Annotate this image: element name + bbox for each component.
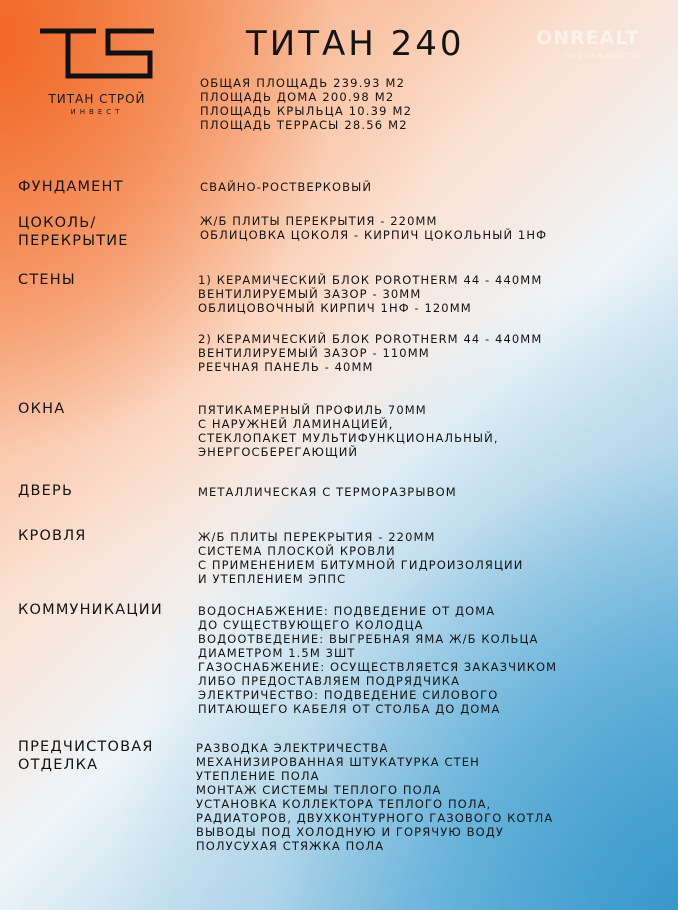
foundation-label: ФУНДАМЕНТ — [18, 179, 124, 195]
spec-line: МЕХАНИЗИРОВАННАЯ ШТУКАТУРКА СТЕН — [196, 755, 480, 769]
spec-line: ВЕНТИЛИРУЕМЫЙ ЗАЗОР - 110ММ — [198, 346, 430, 360]
logo-company-name: ТИТАН СТРОЙ — [48, 92, 146, 106]
spec-line: ЛИБО ПРЕДОСТАВЛЯЕМ ПОДРЯДЧИКА — [198, 674, 461, 688]
spec-line: ЭЛЕКТРИЧЕСТВО: ПОДВЕДЕНИЕ СИЛОВОГО — [198, 688, 499, 702]
foundation-value — [200, 180, 372, 194]
utilities-value — [198, 604, 557, 716]
area-house: ПЛОЩАДЬ ДОМА 200.98 М2 — [200, 90, 395, 104]
spec-line: ПИТАЮЩЕГО КАБЕЛЯ ОТ СТОЛБА ДО ДОМА — [198, 702, 501, 716]
spec-line: С ПРИМЕНЕНИЕМ БИТУМНОЙ ГИДРОИЗОЛЯЦИИ — [198, 558, 524, 572]
spec-line: 1) КЕРАМИЧЕСКИЙ БЛОК POROTHERM 44 - 440ММ — [198, 273, 543, 287]
ts-monogram-icon — [38, 26, 156, 84]
roof-value — [198, 530, 523, 586]
spec-line: ОБЛИЦОВОЧНЫЙ КИРПИЧ 1НФ - 120ММ — [198, 301, 472, 315]
prefinish-label — [18, 738, 154, 774]
basement-label — [18, 214, 129, 250]
spec-line: СИСТЕМА ПЛОСКОЙ КРОВЛИ — [198, 544, 396, 558]
spec-line: 2) КЕРАМИЧЕСКИЙ БЛОК POROTHERM 44 - 440ММ — [198, 332, 543, 346]
spec-line: ПОЛУСУХАЯ СТЯЖКА ПОЛА — [196, 839, 385, 853]
spec-line: УТЕПЛЕНИЕ ПОЛА — [196, 769, 320, 783]
prefinish-value — [196, 741, 553, 853]
spec-line: ДО СУЩЕСТВУЮЩЕГО КОЛОДЦА — [198, 618, 424, 632]
watermark-logo — [536, 27, 639, 49]
logo-company-subtitle: ИНВЕСТ — [70, 108, 124, 116]
spec-line: СТЕКЛОПАКЕТ МУЛЬТИФУНКЦИОНАЛЬНЫЙ, — [198, 431, 499, 445]
walls-option-2 — [198, 332, 542, 374]
spec-line: Ж/Б ПЛИТЫ ПЕРЕКРЫТИЯ - 220ММ — [198, 530, 436, 544]
spec-line: ЭНЕРГОСБЕРЕГАЮЩИЙ — [198, 445, 359, 459]
spec-line: ОБЛИЦОВКА ЦОКОЛЯ - КИРПИЧ ЦОКОЛЬНЫЙ 1НФ — [200, 228, 548, 242]
utilities-label: КОММУНИКАЦИИ — [18, 602, 163, 618]
prefinish-label-line: ПРЕДЧИСТОВАЯ — [18, 739, 154, 755]
door-label: ДВЕРЬ — [18, 483, 74, 499]
spec-line: ВОДООТВЕДЕНИЕ: ВЫГРЕБНАЯ ЯМА Ж/Б КОЛЬЦА — [198, 632, 539, 646]
walls-option-1 — [198, 273, 542, 315]
roof-label: КРОВЛЯ — [18, 528, 87, 544]
spec-line: ВЫВОДЫ ПОД ХОЛОДНУЮ И ГОРЯЧУЮ ВОДУ — [196, 825, 504, 839]
spec-line: И УТЕПЛЕНИЕМ ЭППС — [198, 572, 347, 586]
page-title: ТИТАН 240 — [246, 24, 465, 64]
basement-label-line: ЦОКОЛЬ/ — [18, 215, 97, 231]
spec-line: МОНТАЖ СИСТЕМЫ ТЕПЛОГО ПОЛА — [196, 783, 442, 797]
prefinish-label-line: ОТДЕЛКА — [18, 757, 99, 773]
windows-value — [198, 403, 499, 459]
area-summary — [200, 76, 412, 132]
spec-line: ГАЗОСНАБЖЕНИЕ: ОСУЩЕСТВЛЯЕТСЯ ЗАКАЗЧИКОМ — [198, 660, 558, 674]
spec-line: ВЕНТИЛИРУЕМЫЙ ЗАЗОР - 30ММ — [198, 287, 422, 301]
spec-line: ПЯТИКАМЕРНЫЙ ПРОФИЛЬ 70ММ — [198, 403, 427, 417]
area-total: ОБЩАЯ ПЛОЩАДЬ 239.93 М2 — [200, 76, 406, 90]
walls-label: СТЕНЫ — [18, 272, 76, 288]
watermark-text: ONREALT — [536, 27, 640, 49]
spec-line: РЕЕЧНАЯ ПАНЕЛЬ - 40ММ — [198, 360, 374, 374]
door-value — [198, 485, 457, 499]
spec-line: РАДИАТОРОВ, ДВУХКОНТУРНОГО ГАЗОВОГО КОТЛА — [196, 811, 554, 825]
spec-line: РАЗВОДКА ЭЛЕКТРИЧЕСТВА — [196, 741, 389, 755]
watermark-subtitle: НЕДВИЖИМОСТЬ — [566, 52, 642, 60]
area-porch: ПЛОЩАДЬ КРЫЛЬЦА 10.39 М2 — [200, 104, 413, 118]
area-terrace: ПЛОЩАДЬ ТЕРРАСЫ 28.56 М2 — [200, 118, 408, 132]
company-logo — [32, 26, 162, 122]
spec-line: Ж/Б ПЛИТЫ ПЕРЕКРЫТИЯ - 220ММ — [200, 214, 438, 228]
basement-label-line: ПЕРЕКРЫТИЕ — [18, 233, 129, 249]
spec-line: ВОДОСНАБЖЕНИЕ: ПОДВЕДЕНИЕ ОТ ДОМА — [198, 604, 496, 618]
spec-line: С НАРУЖНЕЙ ЛАМИНАЦИЕЙ, — [198, 417, 394, 431]
windows-label: ОКНА — [18, 401, 66, 417]
spec-line: МЕТАЛЛИЧЕСКАЯ С ТЕРМОРАЗРЫВОМ — [198, 485, 457, 499]
spec-line: ДИАМЕТРОМ 1.5М 3ШТ — [198, 646, 356, 660]
spec-line: УСТАНОВКА КОЛЛЕКТОРА ТЕПЛОГО ПОЛА, — [196, 797, 492, 811]
spec-line: СВАЙНО-РОСТВЕРКОВЫЙ — [200, 180, 373, 194]
basement-value — [200, 214, 547, 242]
